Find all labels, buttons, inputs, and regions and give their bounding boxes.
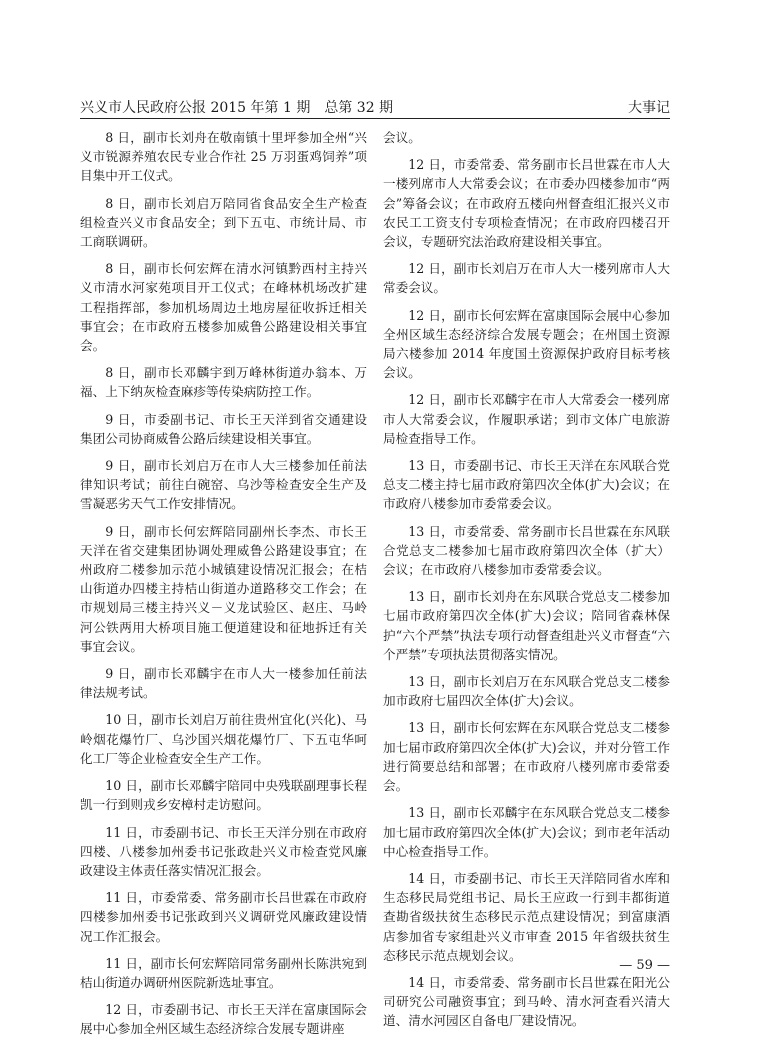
event-entry: 13 日，副市长邓麟宇在东风联合党总支二楼参加七届市政府第四次全体(扩大)会议；到市老年活动中心检查指导工作。: [383, 805, 670, 859]
event-entry-continued: 会议。: [383, 130, 421, 145]
event-entry: 13 日，副市长刘启万在东风联合党总支二楼参加市政府七届四次全体(扩大)会议。: [383, 674, 670, 709]
event-entry: 12 日，副市长何宏辉在富康国际会展中心参加全州区域生态经济综合发展专题会；在州国土资源局六楼参加 2014 年度国土资源保护政府目标考核会议。: [383, 307, 670, 381]
event-entry: 10 日，副市长邓麟宇陪同中央残联副理事长程凯一行到则戎乡安樟村走访慰问。: [80, 778, 367, 813]
event-entry: 13 日，市委副书记、市长王天洋在东风联合党总支二楼主持七届市政府第四次全体(扩大)会议；在市政府八楼参加市委常委会议。: [383, 458, 670, 512]
page-header: [80, 90, 670, 116]
event-entry: 8 日，副市长刘舟在敬南镇十里坪参加全州“兴义市锐源养殖农民专业合作社 25 万羽蛋鸡饲养”项目集中开工仪式。: [80, 130, 367, 184]
event-entry: 9 日，副市长刘启万在市人大三楼参加任前法律知识考试；前往白碗窑、乌沙等检查安全生产及雪凝恶劣天气工作安排情况。: [80, 458, 367, 512]
event-entry: 12 日，市委副书记、市长王天洋在富康国际会展中心参加全州区域生态经济综合发展专题讲座: [80, 1002, 367, 1037]
event-entry: 9 日，副市长何宏辉陪同副州长李杰、市长王天洋在省交建集团协调处理威鲁公路建设事宜；在州政府二楼参加示范小城镇建设情况汇报会；在桔山街道办四楼主持桔山街道办道路移交工作会；在市规划局三楼主持兴义－义龙试验区、赵庄、马岭河公铁两用大桥项目施工便道建设和征地拆迁有关事宜会议。: [80, 523, 367, 654]
event-entry: 10 日，副市长刘启万前往贵州宜化(兴化)、马岭烟花爆竹厂、乌沙国兴烟花爆竹厂、下五屯华呵化工厂等企业检查安全生产工作。: [80, 712, 367, 766]
event-entry: 13 日，副市长刘舟在东风联合党总支二楼参加七届市政府第四次全体(扩大)会议；陪同省森林保护“六个严禁”执法专项行动督查组赴兴义市督查“六个严禁”专项执法贯彻落实情况。: [383, 589, 670, 662]
page-number: — 59 —: [619, 958, 670, 973]
event-entry: 9 日，市委副书记、市长王天洋到省交通建设集团公司协商威鲁公路后续建设相关事宜。: [80, 411, 367, 446]
event-entry: 13 日，副市长何宏辉在东风联合党总支二楼参加七届市政府第四次全体(扩大)会议，并对分管工作进行简要总结和部署；在市政府八楼列席市委常委会。: [383, 720, 670, 794]
event-entry: 9 日，副市长邓麟宇在市人大一楼参加任前法律法规考试。: [80, 666, 367, 701]
event-entry: 8 日，副市长刘启万陪同省食品安全生产检查组检查兴义市食品安全；到下五屯、市统计局、市工商联调研。: [80, 195, 367, 250]
event-entry: 11 日，市委常委、常务副市长吕世霖在市政府四楼参加州委书记张政到兴义调研党风廉政建设情况工作汇报会。: [80, 890, 367, 944]
event-entry: 13 日，市委常委、常务副市长吕世霖在东风联合党总支二楼参加七届市政府第四次全体（扩大）会议；在市政府八楼参加市委常委会议。: [383, 523, 670, 578]
event-entry: 12 日，副市长刘启万在市人大一楼列席市人大常委会议。: [383, 261, 670, 296]
event-entry: 12 日，市委常委、常务副市长吕世霖在市人大一楼列席市人大常委会议；在市委办四楼参加市“两会”筹备会议；在市政府五楼向州督查组汇报兴义市农民工工资支付专项检查情况；在市政府四楼召开会议，专题研究法治政府建设相关事宜。: [383, 157, 670, 250]
header-publication-title: 兴义市人民政府公报 2015 年第 1 期 总第 32 期: [80, 100, 394, 116]
event-entry: 14 日，市委常委、常务副市长吕世霖在阳光公司研究公司融资事宜；到马岭、清水河查看兴清大道、清水河园区自备电厂建设情况。: [383, 974, 670, 1029]
event-entry: 11 日，市委副书记、市长王天洋分别在市政府四楼、八楼参加州委书记张政赴兴义市检查党风廉政建设主体责任落实情况汇报会。: [80, 824, 367, 878]
event-entry: 12 日，副市长邓麟宇在市人大常委会一楼列席市人大常委会议，作履职承诺；到市文体广电旅游局检查指导工作。: [383, 392, 670, 446]
header-section-title: 大事记: [628, 100, 670, 116]
event-entry: 14 日，市委副书记、市长王天洋陪同省水库和生态移民局党组书记、局长王应政一行到丰都街道查勘省级扶贫生态移民示范点建设情况；到富康酒店参加省专家组赴兴义市审查 2015 年省级扶贫生态移民示范点规划会议。: [383, 870, 670, 963]
event-entry: 8 日，副市长邓麟宇到万峰林街道办翁本、万福、上下纳灰检查麻疹等传染病防控工作。: [80, 365, 367, 400]
event-entry: 11 日，副市长何宏辉陪同常务副州长陈洪宛到桔山街道办调研州医院新选址事宜。: [80, 955, 367, 990]
left-column: [80, 128, 367, 1037]
event-entry: 8 日，副市长何宏辉在清水河镇黔西村主持兴义市清水河家苑项目开工仪式；在峰林机场改扩建工程指挥部，参加机场周边土地房屋征收拆迁相关事宜会；在市政府五楼参加威鲁公路建设相关事宜会。: [80, 261, 367, 354]
header-divider: [80, 118, 670, 119]
